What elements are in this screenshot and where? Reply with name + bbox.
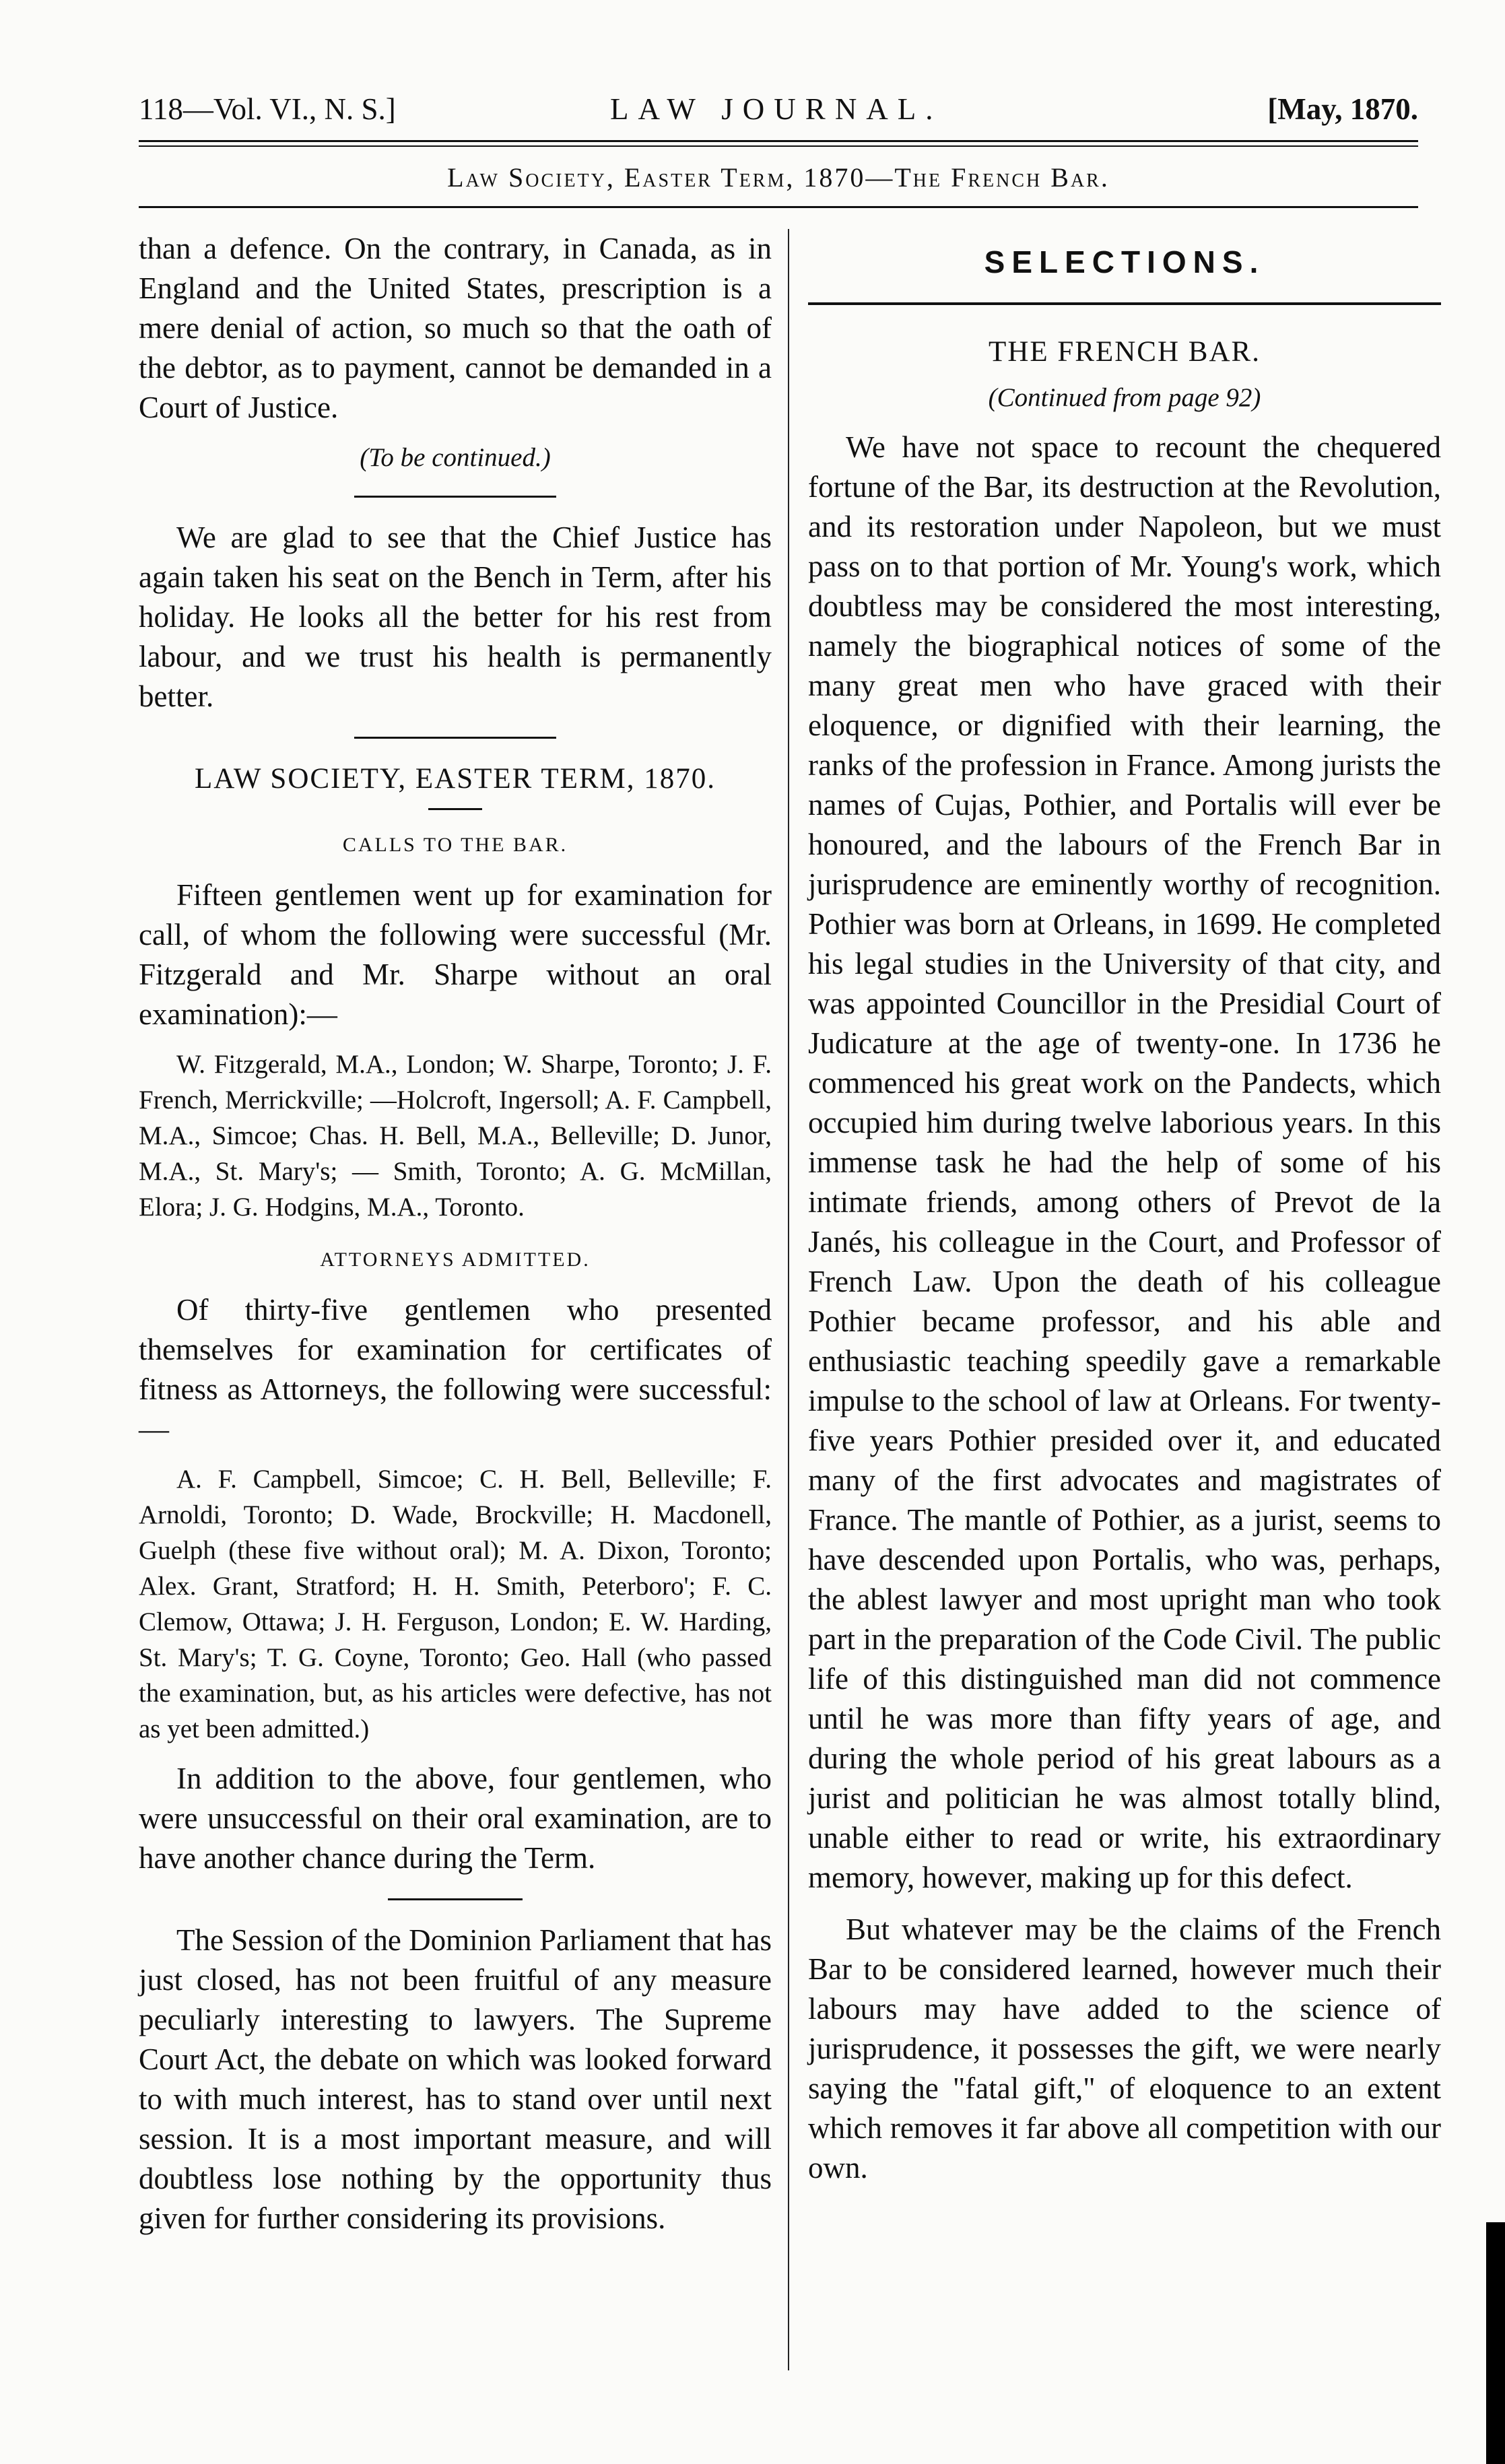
left-column (139, 229, 772, 2251)
selections-rule (808, 302, 1441, 305)
running-header (139, 92, 1418, 132)
column-divider (788, 229, 789, 2370)
addition-paragraph: In addition to the above, four gentlemen, who were unsuccessful on their oral examination, are to have another chance during the Term. (139, 1762, 772, 1875)
subhead-rule (139, 206, 1418, 208)
continued-from: (Continued from page 92) (988, 383, 1261, 412)
selections-heading: SELECTIONS. (984, 244, 1265, 279)
divider (428, 808, 482, 810)
to-be-continued: (To be continued.) (360, 443, 551, 472)
session-paragraph: The Session of the Dominion Parliament that has just closed, has not been fruitful of any measure peculiarly interesting to lawyers. The Supreme Court Act, the debate on which was looked forward to with much interest, has to stand over until next session. It is a most important measure, and will doubtless lose nothing by the opportunity thus given for further considering its provisions. (139, 1923, 772, 2235)
calls-paragraph: Fifteen gentlemen went up for examination for call, of whom the following were successful (Mr. Fitzgerald and Mr. Sharpe without an oral examination):— (139, 878, 772, 1031)
issue-date: [May, 1870. (1267, 92, 1418, 126)
law-society-heading: LAW SOCIETY, EASTER TERM, 1870. (194, 763, 716, 795)
french-bar-paragraph-2: But whatever may be the claims of the French Bar to be considered learned, however much their labours may have added to the science of jurisprudence, it possesses the gift, we were nearly saying the "fatal gift," of eloquence to an extent which removes it far above all competition with our own. (808, 1912, 1441, 2185)
divider (354, 496, 556, 498)
journal-title: LAW JOURNAL. (610, 92, 943, 126)
right-column (808, 229, 1441, 2200)
divider (388, 1898, 523, 1900)
divider (354, 737, 556, 739)
section-subhead: Law Society, Easter Term, 1870—The French Bar. (447, 162, 1110, 193)
french-bar-paragraph-1: We have not space to recount the chequered fortune of the Bar, its destruction at the Revolution, and its restoration under Napoleon, but we must pass on to that portion of Mr. Young's work, which doubtless may be considered the most interesting, namely the biographical notices of some of the many great men who have graced with their eloquence, or dignified with their learning, the ranks of the profession in France. Among jurists the names of Cujas, Pothier, and Portalis will ever be honoured, and the labours of the French Bar in jurisprudence are eminently worthy of recognition. Pothier was born at Orleans, in 1699. He completed his legal studies in the University of that city, and was appointed Councillor in the Presidial Court of Judicature at the age of twenty-one. In 1736 he commenced his great work on the Pandects, which occupied him during twelve laborious years. In this immense task he had the help of some of his intimate friends, among others of Prevot de la Janés, his colleague in the Court, and Professor of French Law. Upon the death of his colleague Pothier became professor, and his able and enthusiastic teaching speedily gave a remarkable impulse to the school of law at Orleans. For twenty-five years Pothier presided over it, and educated many of the first advocates and magistrates of France. The mantle of Pothier, as a jurist, seems to have descended upon Portalis, who was, perhaps, the ablest lawyer and most upright man who took part in the preparation of the Code Civil. The public life of this distinguished man did not commence until he was more than fifty years of age, and during the whole period of his great labours as a jurist and politician he was almost totally blind, unable either to read or write, his extraordinary memory, however, making up for this defect. (808, 430, 1441, 1894)
chief-justice-paragraph: We are glad to see that the Chief Justice has again taken his seat on the Bench in Term, after his holiday. He looks all the better for his rest from labour, and we trust his health is permanently better. (139, 521, 772, 713)
header-rule-top (139, 140, 1418, 142)
attorneys-heading: ATTORNEYS ADMITTED. (320, 1248, 591, 1271)
attorneys-paragraph: Of thirty-five gentlemen who presented themselves for examination for certificates of fitness as Attorneys, the following were successful:— (139, 1293, 772, 1446)
continued-paragraph: than a defence. On the contrary, in Canada, as in England and the United States, prescription is a mere denial of action, so much so that the oath of the debtor, as to payment, cannot be demanded in a Court of Justice. (139, 232, 772, 424)
french-bar-title: THE FRENCH BAR. (989, 336, 1261, 368)
header-rule-bottom (139, 145, 1418, 147)
page-edge-shadow (1486, 2222, 1505, 2464)
calls-list: W. Fitzgerald, M.A., London; W. Sharpe, Toronto; J. F. French, Merrickville; —Holcroft, Ingersoll; A. F. Campbell, M.A., Simcoe; Chas. H. Bell, M.A., Belleville; D. Junor, M.A., St. Mary's; — Smith, Toronto; A. G. McMillan, Elora; J. G. Hodgins, M.A., Toronto. (139, 1050, 772, 1222)
page-reference: 118—Vol. VI., N. S.] (139, 92, 396, 126)
calls-heading: CALLS TO THE BAR. (342, 834, 568, 856)
attorneys-list: A. F. Campbell, Simcoe; C. H. Bell, Belleville; F. Arnoldi, Toronto; D. Wade, Brockville; H. Macdonell, Guelph (these five without oral); M. A. Dixon, Toronto; Alex. Grant, Stratford; H. H. Smith, Peterboro'; F. C. Clemow, Ottawa; J. H. Ferguson, London; E. W. Harding, St. Mary's; T. G. Coyne, Toronto; Geo. Hall (who passed the examination, but, as his articles were defective, has not as yet been admitted.) (139, 1465, 772, 1743)
